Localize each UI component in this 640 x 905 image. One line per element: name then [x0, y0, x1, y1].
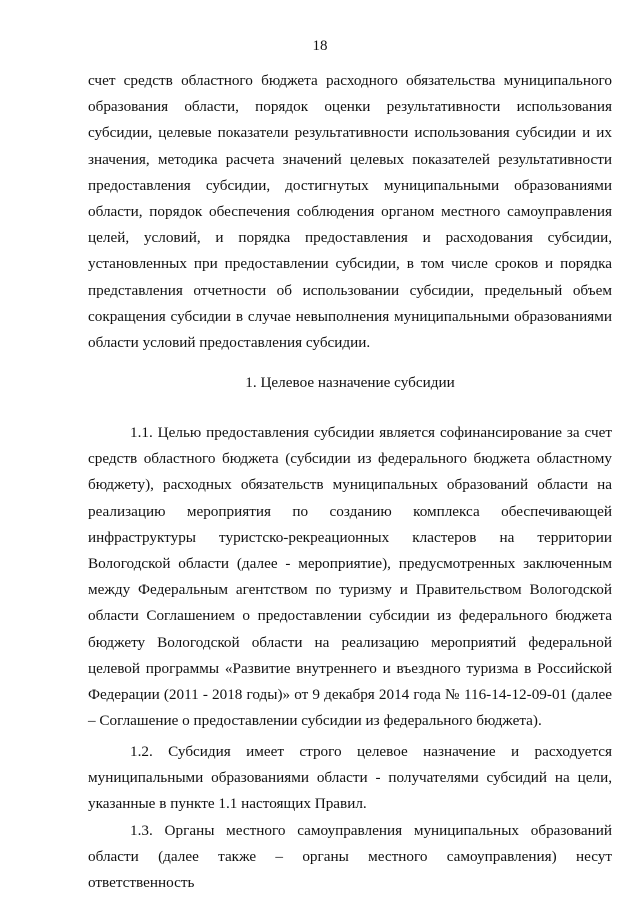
intro-paragraph-block	[88, 68, 612, 356]
paragraph-1-2: 1.2. Субсидия имеет строго целевое назначение и расходуется муниципальными образованиями области - получателями субсидий на цели, указанные в пункте 1.1 настоящих Правил.	[88, 743, 612, 813]
paragraph-1-3: 1.3. Органы местного самоуправления муниципальных образований области (далее также – органы местного самоуправления) несут ответственность	[88, 822, 612, 892]
paragraph-1-2-block	[88, 739, 612, 818]
section-heading: 1. Целевое назначение субсидии	[245, 374, 455, 391]
paragraph-1-3-block	[88, 818, 612, 897]
page-number: 18	[312, 38, 328, 54]
paragraph-1-1: 1.1. Целью предоставления субсидии является софинансирование за счет средств областного бюджета (субсидии из федерального бюджета областному бюджету), расходных обязательств муниципальных образований области на реализацию мероприятия по созданию комплекса обеспечивающей инфраструктуры туристско-рекреационных кластеров на территории Вологодской области (далее - мероприятие), предусмотренных заключенным между Федеральным агентством по туризму и Правительством Вологодской области Соглашением о предоставлении субсидии из федерального бюджета бюджету Вологодской области на реализацию мероприятий федеральной целевой программы «Развитие внутреннего и въездного туризма в Российской Федерации (2011 - 2018 годы)» от 9 декабря 2014 года № 116-14-12-09-01 (далее – Соглашение о предоставлении субсидии из федерального бюджета).	[88, 424, 612, 730]
intro-paragraph: счет средств областного бюджета расходного обязательства муниципального образования области, порядок оценки результативности использования субсидии, целевые показатели результативности использования субсидии и их значения, методика расчета значений целевых показателей результативности предоставления субсидии, достигнутых муниципальными образованиями области, порядок обеспечения соблюдения органом местного самоуправления целей, условий, и порядка предоставления и расходования субсидии, установленных при предоставлении субсидии, в том числе сроков и порядка представления отчетности об использовании субсидии, предельный объем сокращения субсидии в случае невыполнения муниципальными образованиями области условий предоставления субсидии.	[88, 72, 612, 352]
paragraph-1-1-block	[88, 420, 612, 734]
